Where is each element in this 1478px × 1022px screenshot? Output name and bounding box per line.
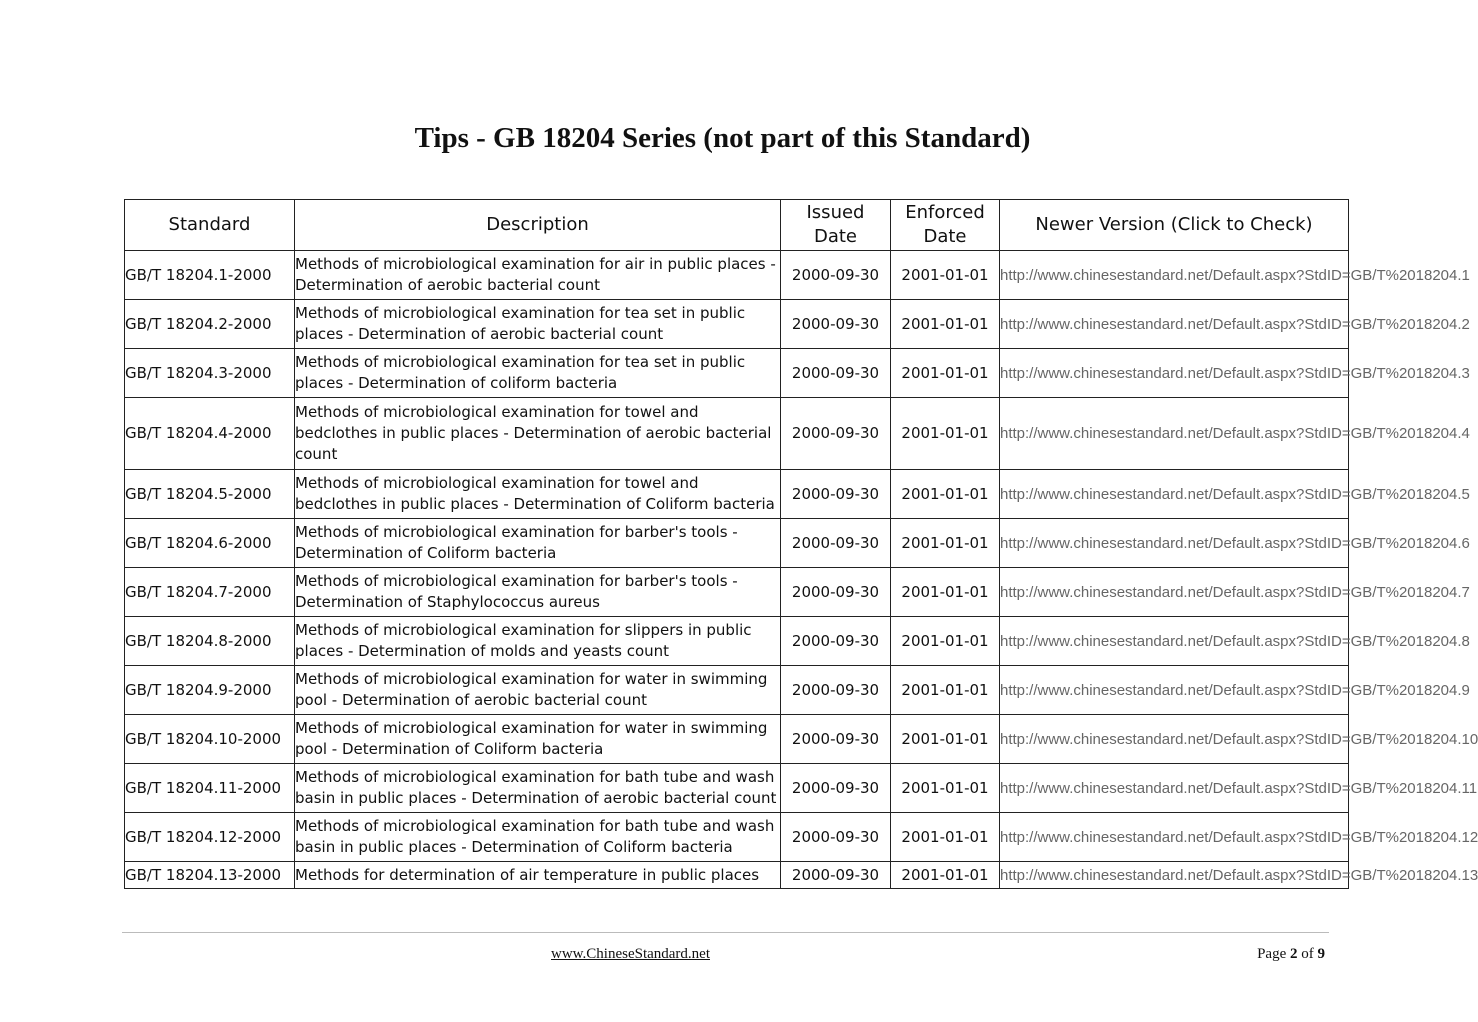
cell-issued-date: 2000-09-30 (781, 470, 891, 519)
cell-description: Methods of microbiological examination for barber's tools - Determination of Staphylococcus aureus (295, 568, 781, 617)
newer-version-link[interactable]: http://www.chinesestandard.net/Default.aspx?StdID=GB/T%2018204.4 (1000, 398, 1349, 470)
cell-issued-date: 2000-09-30 (781, 862, 891, 889)
header-enforced-date (891, 200, 1000, 251)
page-current: 2 (1290, 946, 1298, 962)
table-row (125, 519, 1349, 568)
standards-table (124, 199, 1478, 889)
newer-version-link[interactable]: http://www.chinesestandard.net/Default.aspx?StdID=GB/T%2018204.2 (1000, 300, 1349, 349)
page-title: Tips - GB 18204 Series (not part of this Standard) (414, 122, 1031, 154)
header-issued-line1: Issued (806, 202, 865, 223)
newer-version-link[interactable]: http://www.chinesestandard.net/Default.aspx?StdID=GB/T%2018204.8 (1000, 617, 1349, 666)
footer-divider (122, 932, 1329, 933)
newer-version-link[interactable]: http://www.chinesestandard.net/Default.aspx?StdID=GB/T%2018204.7 (1000, 568, 1349, 617)
cell-issued-date: 2000-09-30 (781, 519, 891, 568)
newer-version-link[interactable]: http://www.chinesestandard.net/Default.aspx?StdID=GB/T%2018204.3 (1000, 349, 1349, 398)
cell-enforced-date: 2001-01-01 (891, 862, 1000, 889)
cell-enforced-date: 2001-01-01 (891, 398, 1000, 470)
table-row (125, 470, 1349, 519)
page-indicator (1257, 946, 1325, 963)
table-row (125, 398, 1349, 470)
cell-standard: GB/T 18204.13-2000 (125, 862, 295, 889)
newer-version-link[interactable]: http://www.chinesestandard.net/Default.aspx?StdID=GB/T%2018204.10 (1000, 715, 1349, 764)
header-enforced-line2: Date (923, 226, 967, 247)
cell-standard: GB/T 18204.5-2000 (125, 470, 295, 519)
newer-version-link[interactable]: http://www.chinesestandard.net/Default.aspx?StdID=GB/T%2018204.11 (1000, 764, 1349, 813)
cell-description: Methods of microbiological examination for towel and bedclothes in public places - Determination of aerobic bacterial count (295, 398, 781, 470)
table-row (125, 251, 1349, 300)
footer-site-link[interactable]: www.ChineseStandard.net (551, 946, 710, 962)
table-row (125, 666, 1349, 715)
cell-standard: GB/T 18204.12-2000 (125, 813, 295, 862)
table-row (125, 349, 1349, 398)
header-issued-line2: Date (813, 226, 858, 247)
cell-enforced-date: 2001-01-01 (891, 568, 1000, 617)
cell-enforced-date: 2001-01-01 (891, 715, 1000, 764)
cell-enforced-date: 2001-01-01 (891, 300, 1000, 349)
cell-standard: GB/T 18204.2-2000 (125, 300, 295, 349)
table-row (125, 568, 1349, 617)
newer-version-link[interactable]: http://www.chinesestandard.net/Default.aspx?StdID=GB/T%2018204.9 (1000, 666, 1349, 715)
cell-issued-date: 2000-09-30 (781, 398, 891, 470)
cell-description: Methods of microbiological examination for tea set in public places - Determination of coliform bacteria (295, 349, 781, 398)
cell-issued-date: 2000-09-30 (781, 715, 891, 764)
table-row (125, 617, 1349, 666)
page-of: of (1301, 946, 1314, 962)
page-total: 9 (1317, 946, 1325, 962)
cell-issued-date: 2000-09-30 (781, 300, 891, 349)
cell-enforced-date: 2001-01-01 (891, 251, 1000, 300)
cell-description: Methods of microbiological examination for bath tube and wash basin in public places - Determination of Coliform bacteria (295, 813, 781, 862)
cell-description: Methods of microbiological examination for barber's tools - Determination of Coliform bacteria (295, 519, 781, 568)
header-newer-version: Newer Version (Click to Check) (1000, 200, 1349, 251)
cell-standard: GB/T 18204.4-2000 (125, 398, 295, 470)
table-header-row (125, 200, 1349, 251)
cell-issued-date: 2000-09-30 (781, 568, 891, 617)
cell-standard: GB/T 18204.11-2000 (125, 764, 295, 813)
newer-version-link[interactable]: http://www.chinesestandard.net/Default.aspx?StdID=GB/T%2018204.6 (1000, 519, 1349, 568)
cell-enforced-date: 2001-01-01 (891, 764, 1000, 813)
cell-standard: GB/T 18204.7-2000 (125, 568, 295, 617)
table-row (125, 715, 1349, 764)
newer-version-link[interactable]: http://www.chinesestandard.net/Default.aspx?StdID=GB/T%2018204.5 (1000, 470, 1349, 519)
cell-description: Methods for determination of air temperature in public places (295, 862, 781, 889)
cell-standard: GB/T 18204.10-2000 (125, 715, 295, 764)
cell-enforced-date: 2001-01-01 (891, 470, 1000, 519)
header-description: Description (295, 200, 781, 251)
cell-enforced-date: 2001-01-01 (891, 813, 1000, 862)
cell-standard: GB/T 18204.1-2000 (125, 251, 295, 300)
header-standard: Standard (125, 200, 295, 251)
cell-description: Methods of microbiological examination for air in public places - Determination of aerobic bacterial count (295, 251, 781, 300)
cell-issued-date: 2000-09-30 (781, 764, 891, 813)
cell-description: Methods of microbiological examination for tea set in public places - Determination of aerobic bacterial count (295, 300, 781, 349)
table-row (125, 813, 1349, 862)
cell-description: Methods of microbiological examination for water in swimming pool - Determination of aerobic bacterial count (295, 666, 781, 715)
cell-issued-date: 2000-09-30 (781, 251, 891, 300)
cell-description: Methods of microbiological examination for bath tube and wash basin in public places - Determination of aerobic bacterial count (295, 764, 781, 813)
cell-enforced-date: 2001-01-01 (891, 349, 1000, 398)
cell-enforced-date: 2001-01-01 (891, 666, 1000, 715)
cell-standard: GB/T 18204.6-2000 (125, 519, 295, 568)
newer-version-link[interactable]: http://www.chinesestandard.net/Default.aspx?StdID=GB/T%2018204.12 (1000, 813, 1349, 862)
cell-standard: GB/T 18204.3-2000 (125, 349, 295, 398)
cell-description: Methods of microbiological examination for water in swimming pool - Determination of Coliform bacteria (295, 715, 781, 764)
header-issued-date (781, 200, 891, 251)
cell-issued-date: 2000-09-30 (781, 666, 891, 715)
cell-issued-date: 2000-09-30 (781, 617, 891, 666)
newer-version-link[interactable]: http://www.chinesestandard.net/Default.aspx?StdID=GB/T%2018204.1 (1000, 251, 1349, 300)
page-prefix: Page (1257, 946, 1287, 962)
table-row (125, 300, 1349, 349)
cell-standard: GB/T 18204.8-2000 (125, 617, 295, 666)
cell-issued-date: 2000-09-30 (781, 813, 891, 862)
cell-enforced-date: 2001-01-01 (891, 617, 1000, 666)
table-row (125, 764, 1349, 813)
cell-standard: GB/T 18204.9-2000 (125, 666, 295, 715)
cell-description: Methods of microbiological examination for slippers in public places - Determination of molds and yeasts count (295, 617, 781, 666)
table-row (125, 862, 1349, 889)
cell-description: Methods of microbiological examination for towel and bedclothes in public places - Determination of Coliform bacteria (295, 470, 781, 519)
cell-enforced-date: 2001-01-01 (891, 519, 1000, 568)
cell-issued-date: 2000-09-30 (781, 349, 891, 398)
header-enforced-line1: Enforced (905, 202, 985, 223)
newer-version-link[interactable]: http://www.chinesestandard.net/Default.aspx?StdID=GB/T%2018204.13 (1000, 862, 1349, 889)
